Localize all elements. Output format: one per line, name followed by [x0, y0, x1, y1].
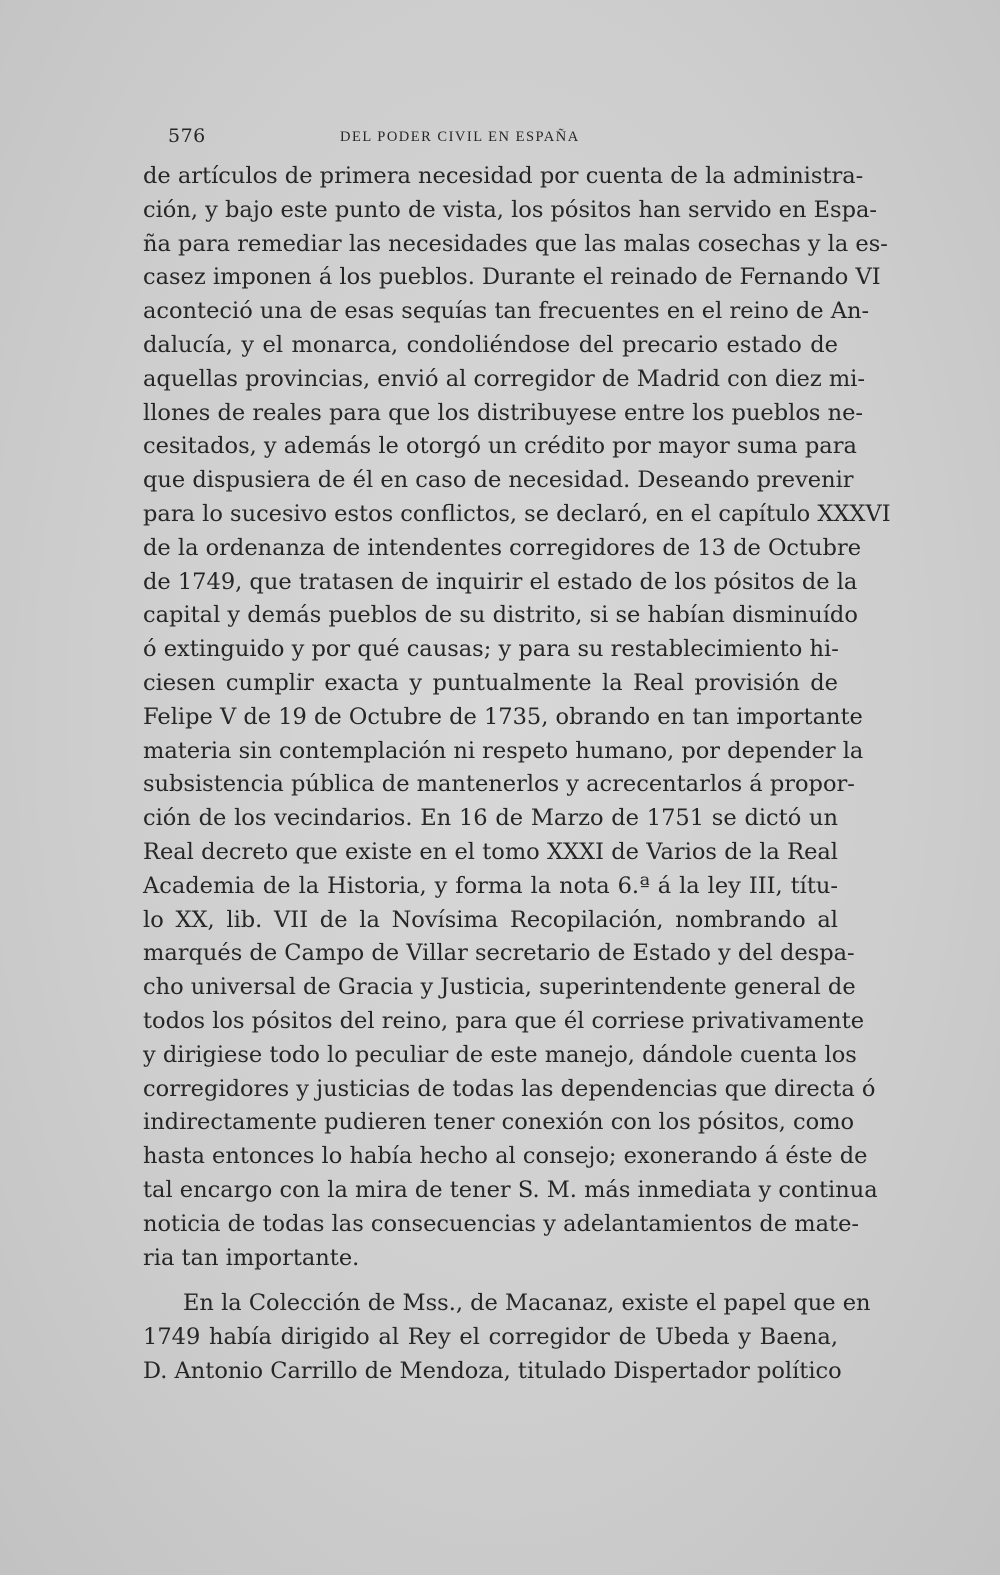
text-line: que dispusiera de él en caso de necesidad. Deseando prevenir [143, 467, 854, 494]
text-line: indirectamente pudieren tener conexión con los pósitos, como [143, 1109, 855, 1136]
text-line: lo XX, lib. VII de la Novísima Recopilación, nombrando al [143, 906, 838, 933]
text-line: 1749 había dirigido al Rey el corregidor de Ubeda y Baena, [143, 1324, 838, 1351]
text-line: de 1749, que tratasen de inquirir el estado de los pósitos de la [143, 568, 858, 595]
text-line: D. Antonio Carrillo de Mendoza, titulado Dispertador político [143, 1357, 842, 1384]
text-line: corregidores y justicias de todas las dependencias que directa ó [143, 1075, 876, 1102]
text-line: ña para remediar las necesidades que las malas cosechas y la es- [143, 230, 888, 257]
text-line: Felipe V de 19 de Octubre de 1735, obrando en tan importante [143, 703, 863, 730]
text-line: ria tan importante. [143, 1244, 360, 1271]
page-number: 576 [168, 125, 206, 147]
text-line: dalucía, y el monarca, condoliéndose del precario estado de [143, 331, 838, 358]
text-line: marqués de Campo de Villar secretario de Estado y del despa- [143, 940, 855, 967]
text-line: noticia de todas las consecuencias y adelantamientos de mate- [143, 1210, 859, 1237]
paragraph-2 [143, 1287, 871, 1388]
body-text [143, 160, 891, 1389]
text-line: materia sin contemplación ni respeto humano, por depender la [143, 737, 864, 764]
running-head: DEL PODER CIVIL EN ESPAÑA [340, 129, 580, 145]
paragraph-1 [143, 160, 891, 1275]
text-line: ción, y bajo este punto de vista, los pósitos han servido en Espa- [143, 196, 878, 223]
text-line: aconteció una de esas sequías tan frecuentes en el reino de An- [143, 298, 870, 325]
text-line: aquellas provincias, envió al corregidor de Madrid con diez mi- [143, 365, 865, 392]
page-header [168, 125, 838, 155]
text-line: cho universal de Gracia y Justicia, superintendente general de [143, 974, 856, 1001]
text-line: capital y demás pueblos de su distrito, si se habían disminuído [143, 602, 858, 629]
text-line: Real decreto que existe en el tomo XXXI de Varios de la Real [143, 838, 838, 865]
text-line: subsistencia pública de mantenerlos y acrecentarlos á propor- [143, 771, 855, 798]
text-line: En la Colección de Mss., de Macanaz, existe el papel que en [183, 1290, 871, 1317]
text-line: ción de los vecindarios. En 16 de Marzo de 1751 se dictó un [143, 805, 838, 832]
text-line: y dirigiese todo lo peculiar de este manejo, dándole cuenta los [143, 1041, 857, 1068]
text-line: de la ordenanza de intendentes corregidores de 13 de Octubre [143, 534, 862, 561]
text-line: Academia de la Historia, y forma la nota 6.ª á la ley III, títu- [143, 872, 838, 899]
text-line: tal encargo con la mira de tener S. M. más inmediata y continua [143, 1176, 878, 1203]
text-line: ó extinguido y por qué causas; y para su restablecimiento hi- [143, 636, 839, 663]
text-line: hasta entonces lo había hecho al consejo; exonerando á éste de [143, 1143, 868, 1170]
text-line: ciesen cumplir exacta y puntualmente la Real provisión de [143, 669, 838, 696]
text-line: casez imponen á los pueblos. Durante el reinado de Fernando VI [143, 264, 881, 291]
text-line: llones de reales para que los distribuyese entre los pueblos ne- [143, 399, 863, 426]
text-line: de artículos de primera necesidad por cuenta de la administra- [143, 163, 864, 189]
text-line: para lo sucesivo estos conflictos, se declaró, en el capítulo XXXVI [143, 500, 891, 527]
text-line: cesitados, y además le otorgó un crédito por mayor suma para [143, 433, 857, 460]
text-line: todos los pósitos del reino, para que él corriese privativamente [143, 1007, 865, 1034]
